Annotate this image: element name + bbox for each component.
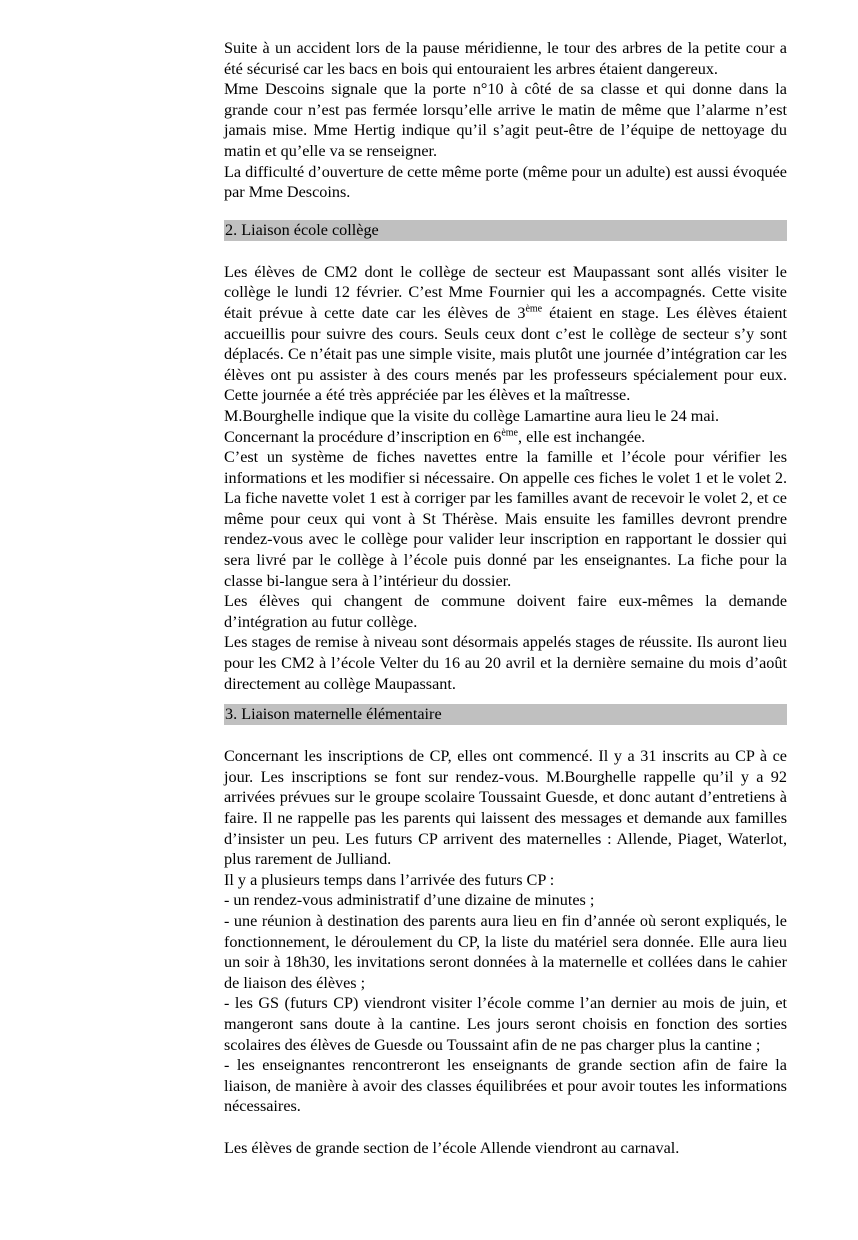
document-page xyxy=(224,38,787,1159)
paragraph-change-commune: Les élèves qui changent de commune doivent faire eux-mêmes la demande d’intégration au futur collège. xyxy=(224,592,787,631)
paragraph-fiches-navettes: C’est un système de fiches navettes entre la famille et l’école pour vérifier les informations et les modifier si nécessaire. On appelle ces fiches le volet 1 et le volet 2. La fiche navette volet 1 est à corriger par les familles avant de recevoir le volet 2, et ce même pour ceux qui vont à St Thérèse. Mais ensuite les familles devront prendre rendez-vous avec le collège pour valider leur inscription en rapportant le dossier qui sera livré par le collège à l’école puis donné par les enseignantes. La fiche pour la classe bi-langue sera à l’intérieur du dossier. xyxy=(224,448,787,590)
paragraph-inscriptions-cp: Concernant les inscriptions de CP, elles ont commencé. Il y a 31 inscrits au CP à ce jour. Les inscriptions se font sur rendez-vous. M.Bourghelle rappelle qu’il y a 92 arrivées prévues sur le groupe scolaire Toussaint Guesde, et donc autant d’entretiens à faire. Il ne rappelle pas les parents qui laissent des messages et demande aux familles d’insister un peu. Les futurs CP arrivent des maternelles : Allende, Piaget, Waterlot, plus rarement de Julliand. xyxy=(224,747,787,869)
paragraph-lamartine-visit: M.Bourghelle indique que la visite du collège Lamartine aura lieu le 24 mai. xyxy=(224,406,720,425)
list-item-visite-gs: - les GS (futurs CP) viendront visiter l’école comme l’an dernier au mois de juin, et mangeront sans doute à la cantine. Les jours seront choisis en fonction des sorties scolaires des élèves de Guesde ou Toussaint afin de ne pas charger plus la cantine ; xyxy=(224,994,787,1054)
list-item-rendez-vous: - un rendez-vous administratif d’une dizaine de minutes ; xyxy=(224,891,595,910)
text-span: Concernant la procédure d’inscription en 6 xyxy=(224,427,502,446)
section-heading-liaison-maternelle: 3. Liaison maternelle élémentaire xyxy=(224,704,787,725)
paragraph-temps-arrivee: Il y a plusieurs temps dans l’arrivée des futurs CP : xyxy=(224,870,555,889)
text-span: Les élèves de CM2 dont le collège de secteur est Maupassant sont allés visiter le collège le lundi 12 février. C’est Mme Fournier qui les a accompagnés. Cette visite était prévue à cette date car les élèves de 3 xyxy=(224,262,787,322)
paragraph-college-visit xyxy=(224,262,787,406)
list-item-reunion-parents: - une réunion à destination des parents aura lieu en fin d’année où seront expliqués, le fonctionnement, le déroulement du CP, la liste du matériel sera donnée. Elle aura lieu un soir à 18h30, les invitations seront données à la maternelle et collées dans le cahier de liaison des élèves ; xyxy=(224,911,787,992)
superscript: ème xyxy=(501,427,518,439)
paragraph-tree-safety: Suite à un accident lors de la pause méridienne, le tour des arbres de la petite cour a été sécurisé car les bacs en bois qui entouraient les arbres étaient dangereux. xyxy=(224,39,787,78)
list-item-enseignantes: - les enseignantes rencontreront les enseignants de grande section afin de faire la liaison, de manière à avoir des classes équilibrées et pour avoir toutes les informations nécessaires. xyxy=(224,1056,787,1116)
paragraph-door-opening: La difficulté d’ouverture de cette même porte (même pour un adulte) est aussi évoquée par Mme Descoins. xyxy=(224,162,787,202)
superscript: ème xyxy=(525,303,543,315)
paragraph-inscription-procedure xyxy=(224,427,787,448)
text-span: étaient en stage. Les élèves étaient accueillis pour suivre des cours. Seuls ceux dont c’est le collège de secteur s’y sont déplacés. Ce n’était pas une simple visite, mais plutôt une journée d’intégration car les élèves ont pu assister à des cours menés par les professeurs spécialement pour eux. Cette journée a été très appréciée par les élèves et la maîtresse. xyxy=(224,303,787,405)
paragraph-carnaval: Les élèves de grande section de l’école Allende viendront au carnaval. xyxy=(224,1138,680,1157)
paragraph-stages-reussite: Les stages de remise à niveau sont désormais appelés stages de réussite. Ils auront lieu pour les CM2 à l’école Velter du 16 au 20 avril et la dernière semaine du mois d’août directement au collège Maupassant. xyxy=(224,633,787,693)
text-span: , elle est inchangée. xyxy=(518,427,646,446)
section-heading-liaison-ecole-college: 2. Liaison école collège xyxy=(224,220,787,241)
paragraph-door-alarm: Mme Descoins signale que la porte n°10 à côté de sa classe et qui donne dans la grande cour n’est pas fermée lorsqu’elle arrive le matin de même que l’alarme n’est jamais mise. Mme Hertig indique qu’il s’agit peut-être de l’équipe de nettoyage du matin et qu’elle va se renseigner. xyxy=(224,80,787,160)
